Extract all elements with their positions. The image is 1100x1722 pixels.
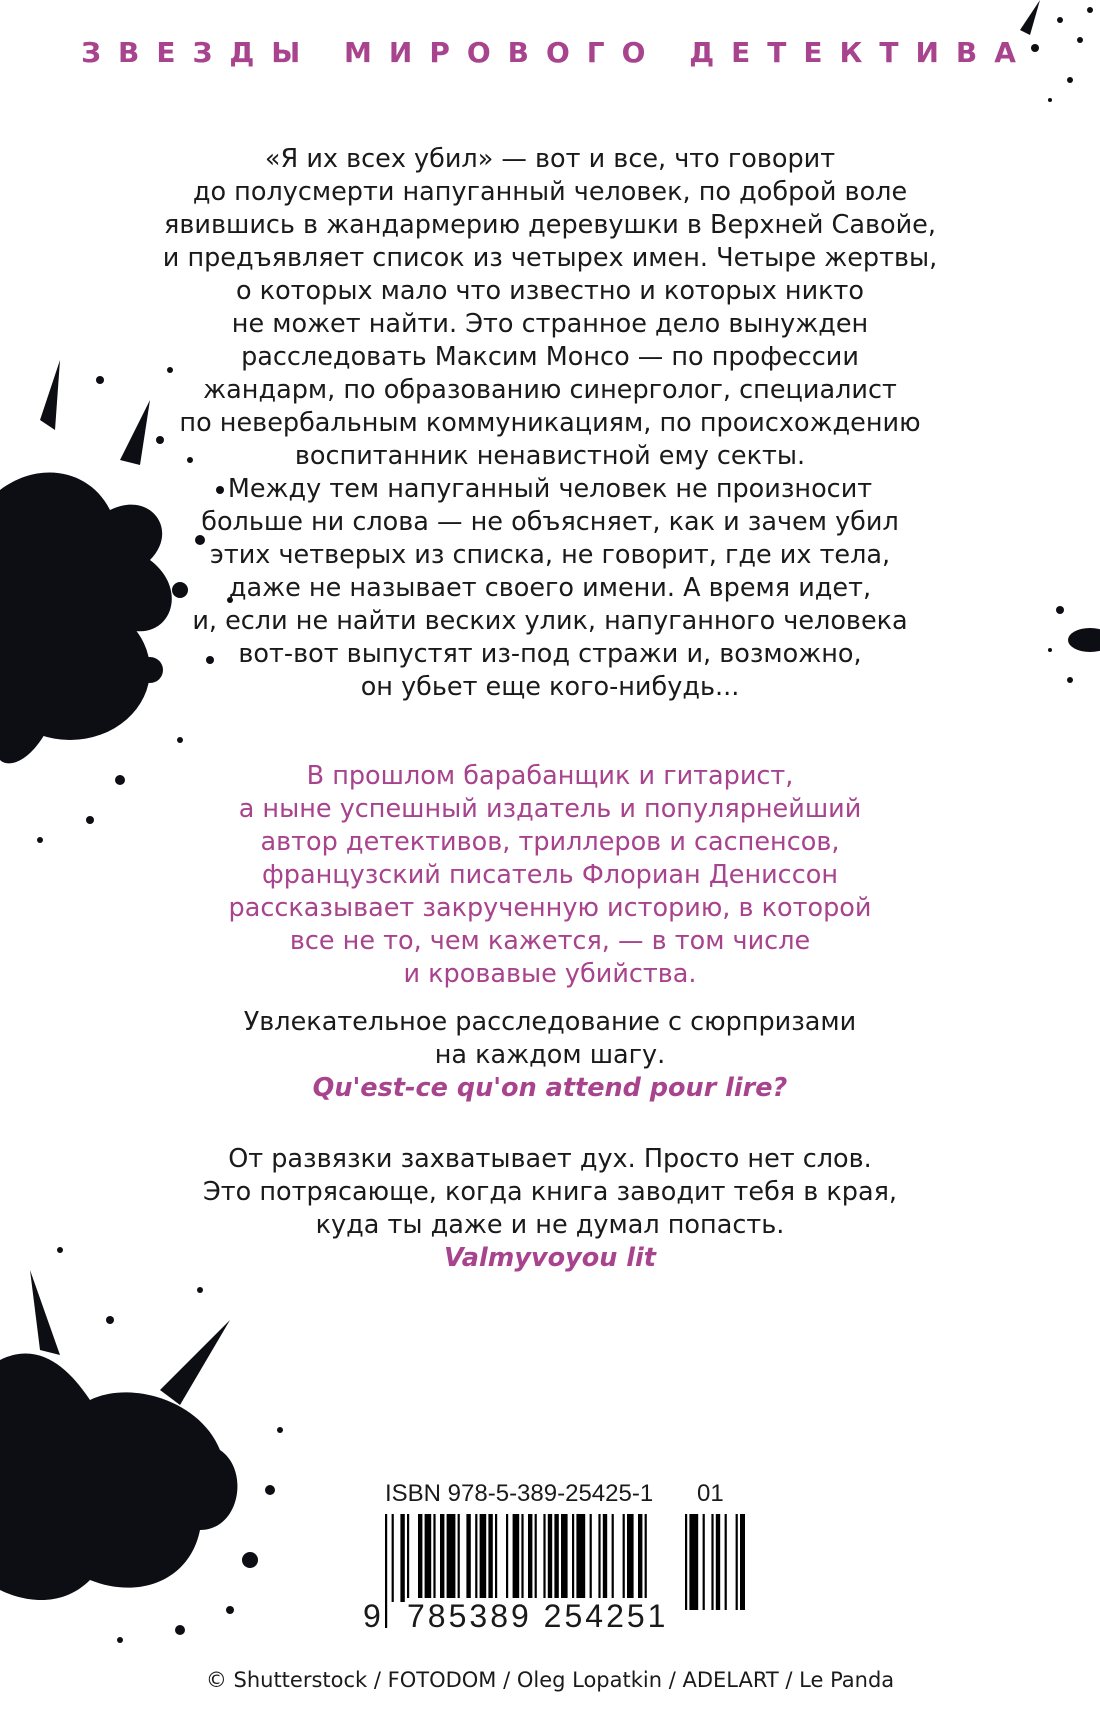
barcode-bar — [685, 1514, 687, 1610]
barcode-bar — [576, 1514, 585, 1602]
barcode-bar — [495, 1514, 497, 1602]
barcode-bar — [400, 1514, 404, 1602]
author-blurb-line: рассказывает закрученную историю, в которой — [228, 893, 872, 923]
barcode-bar — [528, 1514, 532, 1602]
barcode-bar — [440, 1514, 444, 1602]
review-line: Это потрясающе, когда книга заводит тебя в края, — [202, 1177, 898, 1207]
barcode-addon-number: 01 — [697, 1480, 724, 1507]
synopsis-line: жандарм, по образованию синерголог, специалист — [203, 375, 897, 405]
review-source: Qu'est-ce qu'on attend pour lire? — [312, 1073, 788, 1103]
barcode-bar — [521, 1514, 523, 1602]
barcode-bar — [627, 1514, 634, 1602]
author-blurb-line: а ныне успешный издатель и популярнейший — [238, 794, 862, 824]
synopsis-line: Между тем напуганный человек не произносит — [227, 474, 873, 504]
barcode-digits: 785389 254251 — [407, 1598, 669, 1634]
barcode-bar — [703, 1514, 705, 1610]
barcode-first-digit: 9 — [363, 1598, 381, 1634]
barcode-bar — [475, 1514, 477, 1602]
barcode-bar — [488, 1514, 492, 1602]
synopsis-line: даже не называет своего имени. А время идет, — [228, 573, 872, 603]
barcode-bar — [740, 1514, 745, 1610]
barcode-bar — [458, 1514, 460, 1602]
synopsis-line: и, если не найти веских улик, напуганного человека — [192, 606, 908, 636]
synopsis-line: больше ни слова — не объясняет, как и зачем убил — [201, 507, 899, 537]
barcode-bar — [623, 1514, 625, 1602]
synopsis-line: он убьет еще кого-нибудь... — [360, 672, 740, 702]
barcode-bar — [716, 1514, 720, 1610]
author-blurb — [0, 760, 1100, 991]
review-2 — [0, 1143, 1100, 1275]
barcode-bar — [543, 1514, 545, 1602]
barcode-bar — [711, 1514, 713, 1610]
barcode-bar — [466, 1514, 470, 1602]
series-title: ЗВЕЗДЫ МИРОВОГО ДЕТЕКТИВА — [81, 36, 1033, 69]
barcode-bar — [385, 1514, 387, 1628]
barcode-bar — [572, 1514, 574, 1602]
barcode-bar — [418, 1514, 422, 1602]
synopsis-line: о которых мало что известно и которых никто — [235, 276, 865, 306]
author-blurb-line: и кровавые убийства. — [403, 959, 697, 989]
barcode-bar — [407, 1514, 409, 1602]
synopsis-line: вот-вот выпустят из-под стражи и, возможно, — [238, 639, 862, 669]
synopsis-line: и предъявляет список из четырех имен. Четыре жертвы, — [162, 243, 938, 273]
barcode-bar — [736, 1514, 738, 1610]
barcode-bar — [598, 1514, 600, 1602]
review-line: куда ты даже и не думал попасть. — [315, 1210, 785, 1240]
author-blurb-line: французский писатель Флориан Дениссон — [261, 860, 839, 890]
review-1 — [0, 1006, 1100, 1105]
barcode-bar — [513, 1514, 520, 1602]
barcode-bar — [506, 1514, 508, 1602]
review-line: на каждом шагу. — [434, 1040, 666, 1070]
author-blurb-line: В прошлом барабанщик и гитарист, — [306, 761, 794, 791]
barcode-bar — [392, 1514, 394, 1602]
synopsis-line: расследовать Максим Монсо — по профессии — [241, 342, 859, 372]
barcode-bar — [725, 1514, 727, 1610]
synopsis-line: не может найти. Это странное дело вынужден — [231, 309, 869, 339]
author-blurb-line: автор детективов, триллеров и саспенсов, — [260, 827, 840, 857]
isbn-text: ISBN 978-5-389-25425-1 — [385, 1480, 654, 1507]
synopsis-line: до полусмерти напуганный человек, по доброй воле — [192, 177, 908, 207]
barcode-bar — [554, 1514, 558, 1602]
ink-splatter-left-bottom — [0, 1230, 300, 1690]
synopsis-line: «Я их всех убил» — вот и все, что говорит — [264, 144, 836, 174]
barcode-bar — [603, 1514, 607, 1602]
barcode-bar — [689, 1514, 698, 1610]
synopsis — [0, 143, 1100, 704]
barcode-bar — [433, 1514, 435, 1602]
barcode-bar — [645, 1514, 647, 1602]
barcode-bar — [425, 1514, 432, 1602]
synopsis-line: этих четверых из списка, не говорит, где их тела, — [209, 540, 891, 570]
barcode-bar — [561, 1514, 568, 1602]
author-blurb-line: все не то, чем кажется, — в том числе — [289, 926, 811, 956]
synopsis-line: воспитанник ненавистной ему секты. — [294, 441, 806, 471]
review-line: Увлекательное расследование с сюрпризами — [243, 1007, 857, 1037]
barcode-bar — [612, 1514, 614, 1602]
synopsis-line: явившись в жандармерию деревушки в Верхней Савойе, — [164, 210, 936, 240]
barcode-bar — [480, 1514, 487, 1602]
barcode-bar — [548, 1514, 552, 1602]
review-source: Valmyvoyou lit — [444, 1243, 656, 1273]
review-line: От развязки захватывает дух. Просто нет слов. — [228, 1144, 872, 1174]
barcode-bar — [447, 1514, 456, 1602]
barcode-bar — [535, 1514, 537, 1602]
barcode-bar — [590, 1514, 592, 1602]
barcode-bar — [638, 1514, 642, 1602]
synopsis-line: по невербальным коммуникациям, по происхождению — [179, 408, 921, 438]
photo-credit: © Shutterstock / FOTODOM / Oleg Lopatkin / ADELART / Le Panda — [205, 1668, 895, 1692]
